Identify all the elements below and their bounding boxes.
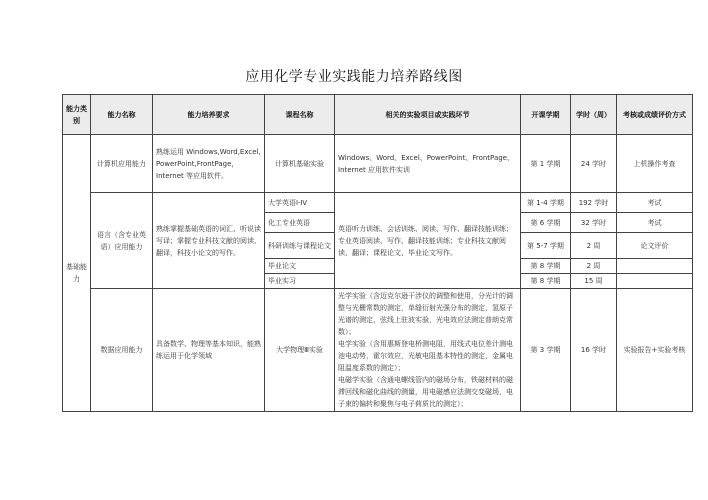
hours-cell: 16 学时 [571,289,617,412]
table-row [63,135,693,193]
ability-name-cell: 计算机应用能力 [91,135,153,193]
optics-experiment-text: 光学实验（含迈克尔逊干涉仪的调整和使用，分光计的调整与光栅常数的测定，单缝衍射光强分布的测定，氢原子光谱的测定，弦线上驻波实验，光电效应法测定普朗克常数）； [338,292,513,336]
assessment-cell [617,259,693,274]
table-row [63,289,693,412]
header-hours: 学时（周） [571,95,617,135]
assessment-cell: 实验报告+实验考核 [617,289,693,412]
hours-cell: 192 学时 [571,193,617,213]
requirement-cell: 熟练掌握基础英语的词汇、听说读写译；掌握专业科技文献的阅读、翻译，科技小论文的写作。 [153,193,265,289]
assessment-cell [617,274,693,289]
course-name-cell: 大学英语Ⅰ-Ⅳ [265,193,335,213]
category-cell: 基础能力 [63,135,91,412]
semester-cell: 第 3 学期 [521,289,571,412]
project-cell: Windows、Word、Excel、PowerPoint、FrontPage、Internet 应用软件实训 [335,135,521,193]
course-name-cell: 大学物理Ⅲ实验 [265,289,335,412]
header-row [63,95,693,135]
practice-roadmap-table [62,94,693,412]
semester-cell: 第 8 学期 [521,274,571,289]
table-row [63,193,693,213]
project-cell [335,289,521,412]
header-ability-name: 能力名称 [91,95,153,135]
header-category: 能力类别 [63,95,91,135]
assessment-cell: 考试 [617,193,693,213]
assessment-cell: 考试 [617,213,693,233]
ability-name-cell: 数据应用能力 [91,289,153,412]
hours-cell: 24 学时 [571,135,617,193]
project-cell: 英语听力训练、会话训练、阅读、写作、翻译技能训练；专业英语阅读、写作、翻译技能训练；专业科技文献阅读、翻译；课程论文、毕业论文写作。 [335,193,521,289]
assessment-cell: 上机操作考查 [617,135,693,193]
hours-cell: 32 学时 [571,213,617,233]
hours-cell: 15 周 [571,274,617,289]
semester-cell: 第 1-4 学期 [521,193,571,213]
ability-name-cell: 语言（含专业英语）应用能力 [91,193,153,289]
header-semester: 开课学期 [521,95,571,135]
header-course-name: 课程名称 [265,95,335,135]
semester-cell: 第 6 学期 [521,213,571,233]
hours-cell: 2 周 [571,259,617,274]
course-name-cell: 毕业实习 [265,274,335,289]
electrical-experiment-text: 电学实验（含用惠斯登电桥测电阻，用线式电位差计测电池电动势，霍尔效应，光敏电阻基本特性的测定，金属电阻温度系数的测定）； [338,340,513,372]
semester-cell: 第 8 学期 [521,259,571,274]
header-assessment: 考核或成绩评价方式 [617,95,693,135]
requirement-cell: 具备数学、物理等基本知识，能熟练运用于化学领域 [153,289,265,412]
page-title: 应用化学专业实践能力培养路线图 [245,69,463,85]
electromagnetic-experiment-text: 电磁学实验（含通电螺线管内的磁场分布，铁磁材料的磁滞回线和磁化曲线的测量，用电磁感应法测交变磁场，电子束的偏转和聚焦与电子荷质比的测定）； [338,376,513,408]
course-name-cell: 科研训练与课程论文 [265,233,335,259]
course-name-cell: 计算机基础实验 [265,135,335,193]
semester-cell: 第 1 学期 [521,135,571,193]
course-name-cell: 化工专业英语 [265,213,335,233]
header-projects: 相关的实验项目或实践环节 [335,95,521,135]
requirement-cell: 熟练运用 Windows,Word,Excel, PowerPoint,FrontPage，Internet 等应用软件。 [153,135,265,193]
assessment-cell: 论文评价 [617,233,693,259]
hours-cell: 2 周 [571,233,617,259]
course-name-cell: 毕业论文 [265,259,335,274]
header-requirement: 能力培养要求 [153,95,265,135]
semester-cell: 第 5-7 学期 [521,233,571,259]
